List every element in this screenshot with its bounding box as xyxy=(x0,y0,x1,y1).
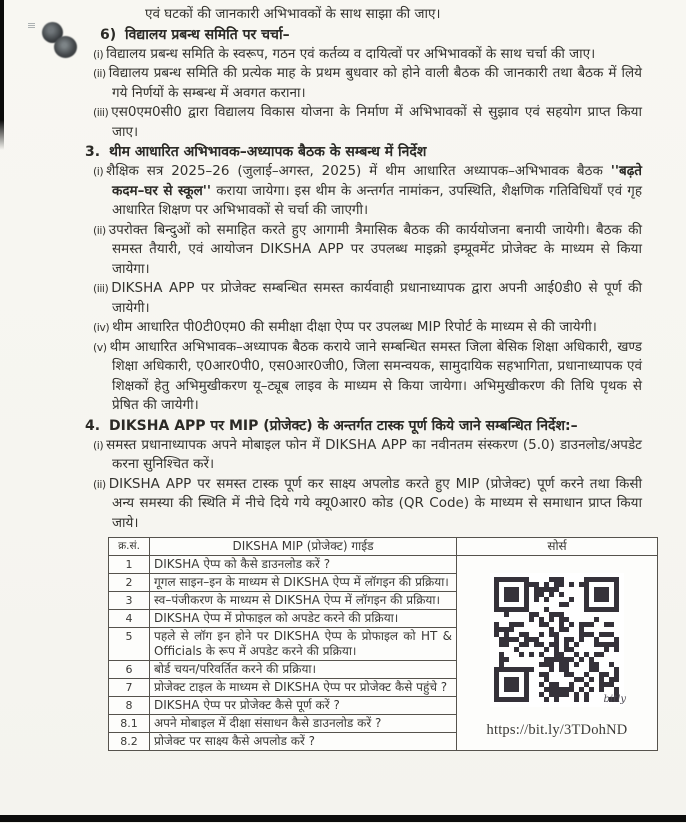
item-marker: (i) xyxy=(93,47,104,61)
guide-cell: DIKSHA ऐप्प में प्रोफाइल को अपडेट करने की प्रक्रिया। xyxy=(150,610,457,628)
instruction-item xyxy=(93,162,642,221)
instruction-item xyxy=(93,475,642,534)
section-4-heading xyxy=(85,416,644,436)
guide-cell: अपने मोबाइल में दीक्षा संसाधन कैसे डाउनलोड करें ? xyxy=(150,715,457,733)
guide-cell: DIKSHA ऐप्प को कैसे डाउनलोड करें ? xyxy=(150,556,457,574)
column-header-serial: क्र.सं. xyxy=(109,538,150,556)
section-title: विद्यालय प्रबन्ध समिति पर चर्चा– xyxy=(125,26,290,43)
qr-code xyxy=(490,573,624,707)
item-marker: (ii) xyxy=(93,223,106,237)
section-number: 3. xyxy=(85,144,101,160)
table-header-row xyxy=(109,538,658,556)
serial-cell: 6 xyxy=(109,661,150,679)
item-text: DIKSHA APP पर समस्त टास्क पूर्ण कर साक्ष्य अपलोड करते हुए MIP (प्रोजेक्ट) पूर्ण करने तथा किसी अन्य समस्या की स्थिति में नीचे दिये गये क्यू0आर0 कोड (QR Code) के माध्यम से समाधान प्राप्त किया जाये। xyxy=(108,475,642,531)
instruction-item xyxy=(93,279,642,318)
item-text: एस0एम0सी0 द्वारा विद्यालय विकास योजना के निर्माण में अभिभावकों से सुझाव एवं सहयोग प्राप्त किया जाए। xyxy=(111,104,642,140)
instruction-item xyxy=(93,45,642,65)
section-3-heading xyxy=(85,142,644,162)
item-text-bold: ''बढ़ते कदम–घर से स्कूल'' xyxy=(112,163,642,199)
item-text: DIKSHA APP पर प्रोजेक्ट सम्बन्धित समस्त कार्यवाही प्रधानाध्यापक द्वारा अपनी आई0डी0 से पूर्ण की जायेगी। xyxy=(111,280,642,316)
serial-cell: 3 xyxy=(109,592,150,610)
instruction-item xyxy=(93,436,642,475)
serial-cell: 1 xyxy=(109,556,150,574)
qr-brand-label: bitly xyxy=(603,694,626,705)
serial-cell: 8 xyxy=(109,697,150,715)
scan-edge-bottom xyxy=(0,815,686,822)
guide-cell: बोर्ड चयन/परिवर्तित करने की प्रक्रिया। xyxy=(150,661,457,679)
intro-line: एवं घटकों की जानकारी अभिभावकों के साथ साझा की जाए। xyxy=(145,6,441,22)
guide-cell: गूगल साइन–इन के माध्यम से DIKSHA ऐप्प में लॉगइन की प्रक्रिया। xyxy=(150,574,457,592)
item-marker: (i) xyxy=(93,438,104,452)
instruction-item xyxy=(93,64,642,103)
item-marker: (ii) xyxy=(93,67,106,80)
item-text: शैक्षिक सत्र 2025–26 (जुलाई–अगस्त, 2025) में थीम आधारित अध्यापक–अभिभावक बैठक xyxy=(106,163,611,179)
item-marker: (iv) xyxy=(93,321,110,334)
item-text: समस्त प्रधानाध्यापक अपने मोबाइल फोन में DIKSHA APP का नवीनतम संस्करण (5.0) डाउनलोड/अपडेट करना सुनिश्चित करें। xyxy=(106,436,642,472)
source-link: https://bit.ly/3TDohND xyxy=(486,722,628,738)
item-text: कराया जायेगा। इस थीम के अन्तर्गत नामांकन, उपस्थिति, शैक्षणिक गतिविधियाँ एवं गृह आधारित शिक्षण पर अभिभावकों से चर्चा की जाएगी। xyxy=(112,182,642,218)
instruction-item xyxy=(93,221,642,280)
instruction-item xyxy=(93,103,642,142)
serial-cell: 8.2 xyxy=(109,733,150,751)
section-title: थीम आधारित अभिभावक–अध्यापक बैठक के सम्बन्ध में निर्देश xyxy=(109,144,427,160)
item-text: उपरोक्त बिन्दुओं को समाहित करते हुए आगामी त्रैमासिक बैठक की कार्ययोजना बनायी जायेगी। बैठक की समस्त तैयारी, एवं आयोजन DIKSHA APP पर उपलब्ध माइक्रो इम्प्रूवमेंट प्रोजेक्ट के माध्यम से किया जायेगा। xyxy=(108,221,642,277)
column-header-guide: DIKSHA MIP (प्रोजेक्ट) गाईड xyxy=(150,538,457,556)
item-marker: (iii) xyxy=(93,282,109,295)
guide-cell: पहले से लॉग इन होने पर DIKSHA ऐप्प के प्रोफाइल को HT & Officials के रूप में अपडेट करने की प्रक्रिया। xyxy=(150,628,457,661)
column-header-source: सोर्स xyxy=(457,538,658,556)
item-text: थीम आधारित अभिभावक–अध्यापक बैठक कराये जाने सम्बन्धित समस्त जिला बेसिक शिक्षा अधिकारी, खण्ड शिक्षा अधिकारी, ए0आर0पी0, एस0आर0जी0, जिला समन्वयक, सामुदायिक सहभागिता, प्रधानाध्यापक एवं शिक्षकों हेतु अभिमुखीकरण यू–ट्यूब लाइव के माध्यम से किया जायेगा। अभिमुखीकरण की तिथि पृथक से प्रेषित की जायेगी। xyxy=(109,338,642,413)
guide-cell: DIKSHA ऐप्प पर प्रोजेक्ट कैसे पूर्ण करें ? xyxy=(150,697,457,715)
guide-cell: स्व–पंजीकरण के माध्यम से DIKSHA ऐप्प में लॉगइन की प्रक्रिया। xyxy=(150,592,457,610)
item-text: विद्यालय प्रबन्ध समिति की प्रत्येक माह के प्रथम बुधवार को होने वाली बैठक की जानकारी तथा बैठक में लिये गये निर्णयों के सम्बन्ध में अवगत कराना। xyxy=(108,65,642,101)
guide-cell: प्रोजेक्ट टाइल के माध्यम से DIKSHA ऐप्प पर प्रोजेक्ट कैसे पहुंचे ? xyxy=(150,679,457,697)
item-marker: (iii) xyxy=(93,106,109,119)
diksha-mip-guide-table xyxy=(108,537,658,751)
item-marker: (ii) xyxy=(93,477,106,491)
guide-cell: प्रोजेक्ट पर साक्ष्य कैसे अपलोड करें ? xyxy=(150,733,457,751)
section-number: 4. xyxy=(85,417,101,434)
instruction-item xyxy=(93,318,642,338)
item-marker: (i) xyxy=(93,165,104,178)
source-cell xyxy=(457,556,658,751)
serial-cell: 4 xyxy=(109,610,150,628)
serial-cell: 5 xyxy=(109,628,150,661)
serial-cell: 2 xyxy=(109,574,150,592)
instruction-item xyxy=(93,338,642,416)
item-text: थीम आधारित पी0टी0एम0 की समीक्षा दीक्षा ऐप्प पर उपलब्ध MIP रिपोर्ट के माध्यम से की जायेगी। xyxy=(112,319,597,335)
document-content xyxy=(0,5,686,751)
section-title: DIKSHA APP पर MIP (प्रोजेक्ट) के अन्तर्गत टास्क पूर्ण किये जाने सम्बन्धित निर्देश:– xyxy=(109,417,578,434)
item-text: विद्यालय प्रबन्ध समिति के स्वरूप, गठन एवं कर्तव्य व दायित्वों पर अभिभावकों के साथ चर्चा की जाए। xyxy=(106,45,596,62)
item-marker: (v) xyxy=(93,340,107,354)
serial-cell: 7 xyxy=(109,679,150,697)
section-6-heading xyxy=(100,25,644,45)
table-row xyxy=(109,556,658,574)
section-number: 6) xyxy=(100,26,117,43)
serial-cell: 8.1 xyxy=(109,715,150,733)
